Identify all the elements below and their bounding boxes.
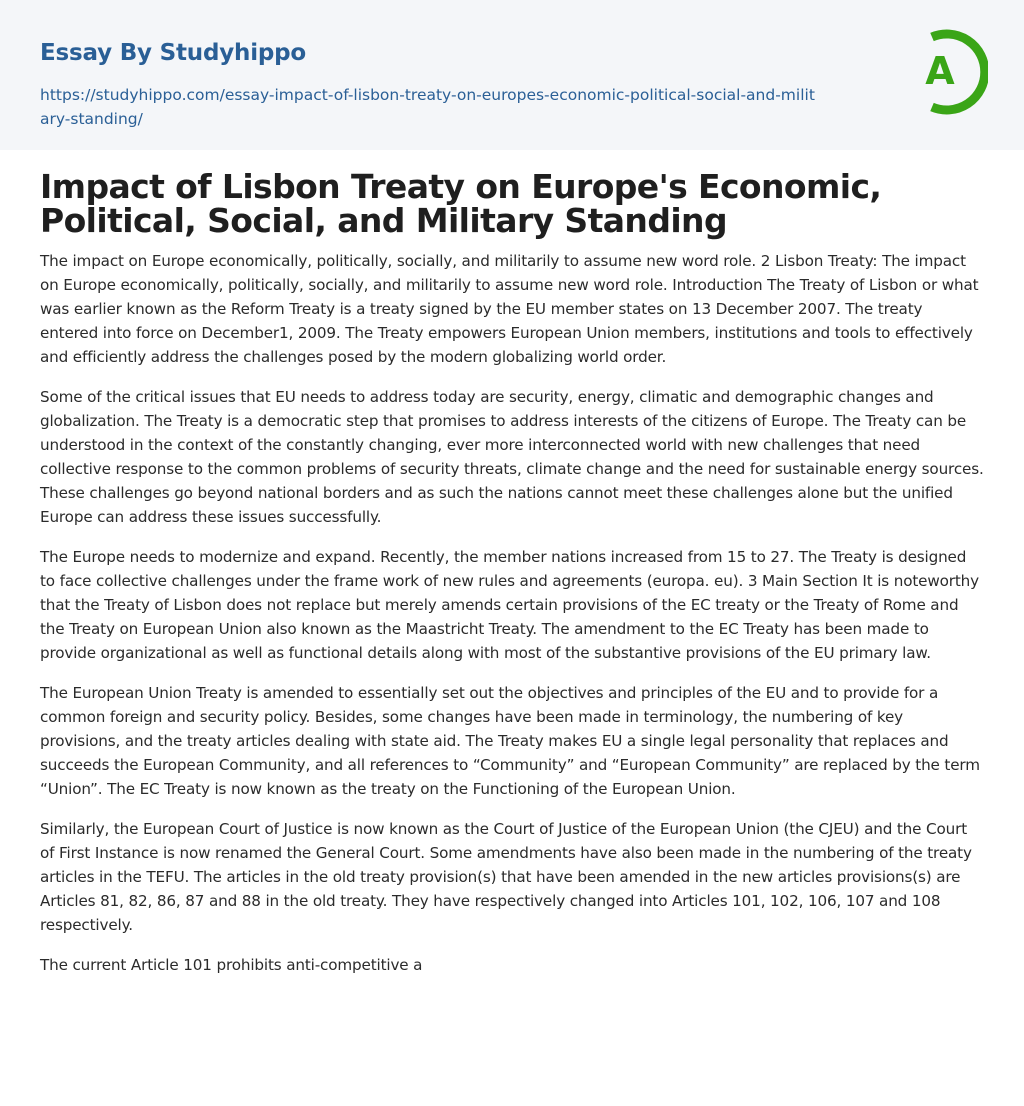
source-url-link[interactable]: https://studyhippo.com/essay-impact-of-lisbon-treaty-on-europes-economic-political-social-and-military-standing/ (40, 86, 815, 128)
paragraph-5: Similarly, the European Court of Justice is now known as the Court of Justice of the European Union (the CJEU) and the Court of First Instance is now renamed the General Court. Some amendments have also been made in the numbering of the treaty articles in the TEFU. The articles in the old treaty provision(s) that have been amended in the new articles provisions(s) are Articles 81, 82, 86, 87 and 88 in the old treaty. They have respectively changed into Articles 101, 102, 106, 107 and 108 respectively. (40, 820, 972, 934)
site-header (0, 0, 1024, 150)
paragraph-4: The European Union Treaty is amended to essentially set out the objectives and principles of the EU and to provide for a common foreign and security policy. Besides, some changes have been made in terminology, the numbering of key provisions, and the treaty articles dealing with state aid. The Treaty makes EU a single legal personality that replaces and succeeds the European Community, and all references to “Community” and “European Community” are replaced by the term “Union”. The EC Treaty is now known as the treaty on the Functioning of the European Union. (40, 684, 980, 798)
paragraph-1: The impact on Europe economically, politically, socially, and militarily to assume new word role. 2 Lisbon Treaty: The impact on Europe economically, politically, socially, and militarily to assume new word role. Introduction The Treaty of Lisbon or what was earlier known as the Reform Treaty is a treaty signed by the EU member states on 13 December 2007. The treaty entered into force on December1, 2009. The Treaty empowers European Union members, institutions and tools to effectively and efficiently address the challenges posed by the modern globalizing world order. (40, 252, 979, 366)
paragraph-6: The current Article 101 prohibits anti-competitive a (40, 956, 423, 974)
paragraph-2: Some of the critical issues that EU needs to address today are security, energy, climatic and demographic changes and globalization. The Treaty is a democratic step that promises to address interests of the citizens of Europe. The Treaty can be understood in the context of the constantly changing, ever more interconnected world with new challenges that need collective response to the common problems of security threats, climate change and the need for sustainable energy sources. These challenges go beyond national borders and as such the nations cannot meet these challenges alone but the unified Europe can address these issues successfully. (40, 388, 984, 526)
essay-body (40, 249, 985, 993)
brand-title[interactable]: Essay By Studyhippo (40, 40, 307, 66)
grade-a-circle-icon[interactable] (912, 28, 988, 116)
logo-letter: A (925, 49, 955, 93)
essay-title: Impact of Lisbon Treaty on Europe's Economic, Political, Social, and Military Standing (40, 167, 882, 240)
paragraph-3: The Europe needs to modernize and expand. Recently, the member nations increased from 15 to 27. The Treaty is designed to face collective challenges under the frame work of new rules and agreements (europa. eu). 3 Main Section It is noteworthy that the Treaty of Lisbon does not replace but merely amends certain provisions of the EC treaty or the Treaty of Rome and the Treaty on European Union also known as the Maastricht Treaty. The amendment to the EC Treaty has been made to provide organizational as well as functional details along with most of the substantive provisions of the EU primary law. (40, 548, 979, 662)
